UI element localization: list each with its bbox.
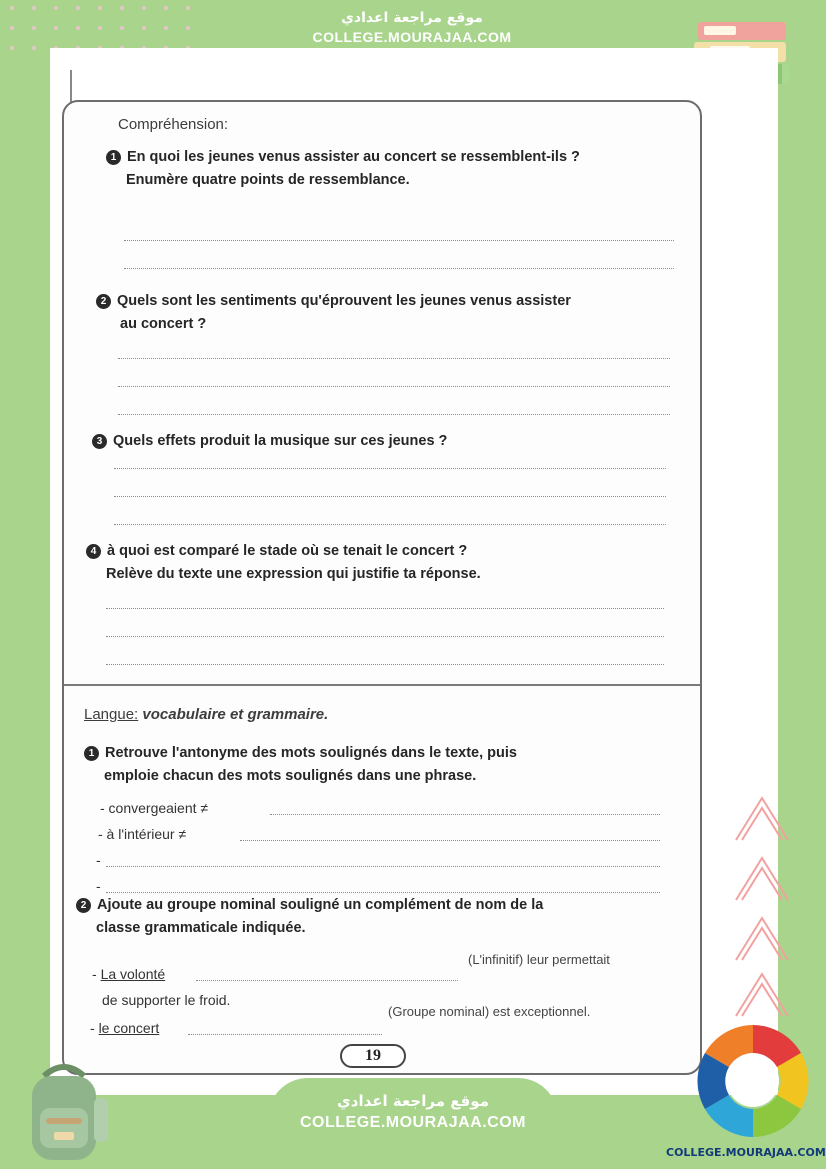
item-prefix: - [90,1020,99,1036]
decorative-dot [32,26,36,30]
decorative-dot [142,26,146,30]
decorative-dot [164,26,168,30]
site-url[interactable]: COLLEGE.MOURAJAA.COM [312,29,512,45]
exercise-text: Retrouve l'antonyme des mots soulignés dans le texte, puis [105,745,517,761]
answer-line[interactable] [240,840,660,841]
answer-line[interactable] [118,386,670,387]
exercise-text: emploie chacun des mots soulignés dans une phrase. [104,768,477,784]
site-arabic-name: موقع مراجعة اعدادي [337,1092,489,1110]
nominal-group-item-2 [90,1020,159,1036]
sentence-item: - [96,878,101,894]
answer-line[interactable] [106,664,664,665]
answer-line[interactable] [106,608,664,609]
chevron-up-icon [732,792,792,1022]
question-text: Relève du texte une expression qui justifie ta réponse. [106,566,481,582]
decorative-dot [186,6,190,10]
decorative-dot [98,6,102,10]
answer-line[interactable] [106,866,660,867]
question-number: 4 [86,544,101,559]
decorative-dot [120,6,124,10]
answer-line[interactable] [114,468,666,469]
langue-title [84,706,328,723]
decorative-dot [164,6,168,10]
answer-line[interactable] [124,240,674,241]
site-logo-icon [692,1020,814,1142]
answer-line[interactable] [188,1034,382,1035]
decorative-dot [142,6,146,10]
answer-line[interactable] [118,358,670,359]
question-number: 1 [106,150,121,165]
answer-line[interactable] [106,892,660,893]
question-text: En quoi les jeunes venus assister au concert se ressemblent-ils ? [127,149,580,165]
question-text: Enumère quatre points de ressemblance. [126,172,410,188]
langue-title-underlined: Langue: [84,706,139,723]
exercise-1 [84,742,684,788]
site-url[interactable]: COLLEGE.MOURAJAA.COM [300,1114,526,1131]
decorative-dot [54,26,58,30]
backpack-icon [14,1058,114,1166]
decorative-dot [186,26,190,30]
decorative-dot [10,26,14,30]
decorative-dot [98,26,102,30]
nominal-group-item-1 [92,966,165,982]
question-2 [96,290,686,336]
item-prefix: - [92,966,101,982]
exercise-2 [76,894,676,940]
decorative-dots [10,6,210,54]
decorative-dot [76,6,80,10]
answer-line[interactable] [106,636,664,637]
comprehension-title: Compréhension: [118,116,229,133]
grammar-hint: (L'infinitif) leur permettait [468,952,610,967]
question-3 [92,430,682,453]
question-1 [106,146,686,192]
question-4 [86,540,686,586]
decorative-dot [120,26,124,30]
exercise-number: 1 [84,746,99,761]
section-divider [64,684,700,686]
question-number: 3 [92,434,107,449]
langue-title-rest: vocabulaire et grammaire. [138,706,329,723]
answer-line[interactable] [114,496,666,497]
sentence-continuation: de supporter le froid. [102,992,231,1008]
answer-line[interactable] [114,524,666,525]
site-arabic-name: موقع مراجعة اعدادي [341,10,483,26]
underlined-group: le concert [98,1020,160,1036]
question-text: à quoi est comparé le stade où se tenait le concert ? [107,543,468,559]
question-number: 2 [96,294,111,309]
decorative-dot [10,46,14,50]
exercise-number: 2 [76,898,91,913]
question-text: au concert ? [120,316,207,332]
answer-line[interactable] [124,268,674,269]
site-logo-text[interactable]: COLLEGE.MOURAJAA.COM [666,1146,826,1159]
underlined-group: La volonté [100,966,166,982]
question-text: Quels effets produit la musique sur ces jeunes ? [113,433,448,449]
decorative-dot [32,46,36,50]
decorative-dot [54,6,58,10]
sentence-item: - [96,852,101,868]
antonym-item: - à l'intérieur ≠ [98,826,187,842]
page-number: 19 [340,1044,406,1068]
decorative-dot [32,6,36,10]
decorative-dot [76,26,80,30]
answer-line[interactable] [196,980,458,981]
exercise-text: classe grammaticale indiquée. [96,920,306,936]
decorative-dot [10,6,14,10]
answer-line[interactable] [270,814,660,815]
grammar-hint: (Groupe nominal) est exceptionnel. [388,1004,591,1019]
answer-line[interactable] [118,414,670,415]
antonym-item: - convergeaient ≠ [100,800,209,816]
bottom-site-banner[interactable] [268,1078,558,1169]
exercise-text: Ajoute au groupe nominal souligné un complément de nom de la [97,897,544,913]
question-text: Quels sont les sentiments qu'éprouvent les jeunes venus assister [117,293,571,309]
